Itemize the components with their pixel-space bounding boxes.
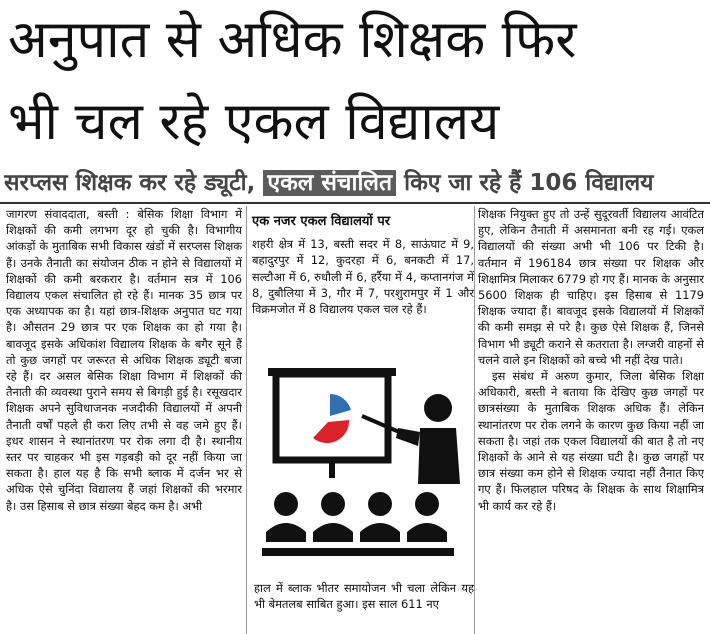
subheadline-after: किए जा रहे हैं 106 विद्यालय (396, 170, 654, 196)
subheadline (4, 166, 708, 200)
presenter-head (424, 394, 452, 422)
info-box (252, 206, 474, 317)
column-3-para-2: इस संबंध में अरुण कुमार, जिला बेसिक शिक्षा अधिकारी, बस्ती ने बताया कि देखिए कुछ जगहों पर छात्रसंख्या के मुताबिक शिक्षक अधिक हैं। लेकिन स्थानांतरण पर रोक लगने के कारण कुछ किया नहीं जा सकता है। जहां तक एकल विद्यालयों की बात है तो नए शिक्षकों के आने से यह संख्या घटी है। कुछ जगहों पर छात्र संख्या कम होने से शिक्षक ज्यादा नहीं तैनात किए गए हैं। फिलहाल परिषद के शिक्षक के साथ शिक्षामित्र भी कार्य कर रहे हैं। (478, 369, 704, 513)
article-column-3 (478, 206, 704, 634)
presenter-body (418, 428, 460, 484)
article-column-1 (6, 206, 242, 634)
screen-frame (276, 374, 388, 460)
column-divider (246, 206, 247, 634)
subheadline-before: सरप्लस शिक्षक कर रहे ड्यूटी, (4, 170, 264, 196)
column-divider (474, 206, 475, 634)
column-2-bottom-text: हाल में ब्लाक भीतर समायोजन भी चला लेकिन यह भी बेमतलब साबित हुआ। इस साल 611 नए (254, 581, 474, 612)
info-box-text: शहरी क्षेत्र में 13, बस्ती सदर में 8, साऊंघाट में 9, बहादुरपुर में 12, कुदरहा में 6, बनकटी में 17, सल्टौआ में 6, रुधौली में 6, हर्रैया में 4, कप्तानगंज में 8, दुबौलिया में 3, गौर में 7, परशुरामपुर में 1 और विक्रमजोत में 8 विद्यालय एकल चल रहे हैं। (252, 237, 474, 317)
subheadline-highlight: एकल संचालित (263, 170, 396, 196)
presentation-classroom-icon (258, 366, 470, 572)
info-box-title: एक नजर एकल विद्यालयों पर (252, 214, 391, 229)
headline-line-1: अनुपात से अधिक शिक्षक फिर (8, 10, 577, 70)
screen-top-bar (268, 368, 396, 376)
header-rule (0, 202, 710, 204)
audience (262, 492, 454, 556)
column-3-para-1: शिक्षक नियुक्त हुए तो उन्हें सुदूरवर्ती विद्यालय आवंटित हुए, लेकिन तैनाती में असमानता बनी रह गई। एकल विद्यालयों की संख्या अभी भी 106 पर टिकी है। वर्तमान में 196184 छात्र संख्या पर शिक्षक और शिक्षामित्र मिलाकर 6779 हो गए हैं। मानक के अनुसार 5600 शिक्षक ही चाहिए। इस हिसाब से 1179 शिक्षक ज्यादा हैं। बावजूद इसके विद्यालयों में शिक्षकों की कमी समझ से परे है। कुछ ऐसे शिक्षक हैं, जिनसे विभाग भी ड्यूटी कराने से कतराता है। लग्जरी वाहनों से चलने वाले इन शिक्षकों को बच्चे भी नहीं देख पाते। (478, 207, 704, 367)
presenter-arm (396, 428, 420, 446)
headline-line-2: भी चल रहे एकल विद्यालय (8, 92, 500, 152)
column-1-text: जागरण संवाददाता, बस्ती : बेसिक शिक्षा विभाग में शिक्षकों की कमी लगभग दूर हो चुकी है। विभागीय आंकड़ों के मुताबिक सभी विकास खंडों में सरप्लस शिक्षक हैं। उनके तैनाती का संयोजन ठीक न होने से विद्यालयों में शिक्षकों की कमी बरकरार है। वर्तमान सत्र में 106 विद्यालय एकल संचालित हो रहे हैं। मानक 35 छात्र पर एक अध्यापक का है। यहां छात्र-शिक्षक अनुपात घट गया है। औसतन 29 छात्र पर एक शिक्षक का हो गया है। बावजूद इसके अधिकांश विद्यालय शिक्षक के बगैर सूने हैं तो कुछ जगहों पर जरूरत से अधिक शिक्षक ड्यूटी बजा रहे हैं। दर असल बेसिक शिक्षा विभाग में शिक्षकों की तैनाती की व्यवस्था पुराने समय से बिगड़ी हुई है। रसूखदार शिक्षक अपने सुविधाजनक नजदीकी विद्यालयों में अपनी तैनाती वर्षों पहले ही करा लिए तभी से वह जमे हुए हैं। इधर शासन ने स्थानांतरण पर रोक लगा दी है। स्थानीय स्तर पर चाहकर भी इस गड़बड़ी को दूर नहीं किया जा सकता है। हाल यह है कि सभी ब्लाक में दर्जन भर से अधिक ऐसे चुनिंदा विद्यालय हैं जहां शिक्षकों की भरमार है। उस हिसाब से छात्र संख्या बेहद कम है। अभी (6, 207, 242, 513)
